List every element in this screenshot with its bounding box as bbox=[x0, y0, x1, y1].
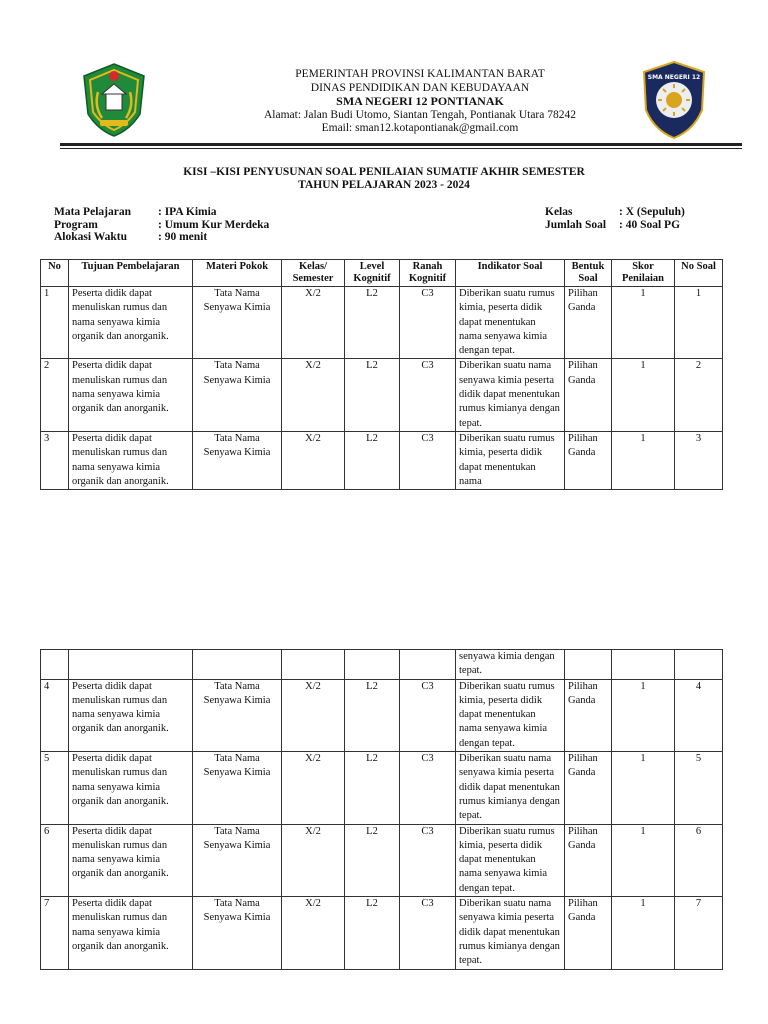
cell-nosoal: 5 bbox=[675, 752, 723, 824]
meta-row bbox=[545, 219, 685, 232]
gov-name: PEMERINTAH PROVINSI KALIMANTAN BARAT bbox=[295, 68, 545, 80]
cell-level bbox=[345, 650, 400, 680]
kisi-table-page-1 bbox=[40, 259, 723, 490]
cell-level: L2 bbox=[345, 359, 400, 431]
cell-indikator: senyawa kimia dengan tepat. bbox=[456, 650, 565, 680]
meta-label: Jumlah Soal bbox=[545, 218, 607, 231]
cell-level: L2 bbox=[345, 679, 400, 751]
header-nosoal: No Soal bbox=[675, 260, 723, 287]
cell-no: 6 bbox=[41, 824, 69, 896]
table-row bbox=[41, 824, 723, 896]
table-row bbox=[41, 650, 723, 680]
meta-label: Mata Pelajaran bbox=[54, 206, 131, 218]
cell-level: L2 bbox=[345, 752, 400, 824]
cell-tujuan: Peserta didik dapat menuliskan rumus dan nama senyawa kimia organik dan anorganik. bbox=[69, 752, 193, 824]
header-ranah: Ranah Kognitif bbox=[400, 260, 456, 287]
header-bentuk: Bentuk Soal bbox=[565, 260, 612, 287]
dept-name: DINAS PENDIDIKAN DAN KEBUDAYAAN bbox=[310, 81, 530, 94]
cell-ranah: C3 bbox=[400, 679, 456, 751]
letterhead-rule-thick bbox=[60, 143, 742, 146]
header-skor: Skor Penilaian bbox=[612, 260, 675, 287]
cell-nosoal: 7 bbox=[675, 897, 723, 969]
cell-materi: Tata Nama Senyawa Kimia bbox=[193, 287, 282, 359]
kisi-table-page-2 bbox=[40, 649, 723, 970]
cell-ranah: C3 bbox=[400, 824, 456, 896]
cell-indikator: Diberikan suatu rumus kimia, peserta didik dapat menentukan nama senyawa kimia dengan tepat. bbox=[456, 287, 565, 359]
header-indikator: Indikator Soal bbox=[456, 260, 565, 287]
cell-level: L2 bbox=[345, 824, 400, 896]
school-name: SMA NEGERI 12 PONTIANAK bbox=[336, 94, 504, 108]
cell-skor: 1 bbox=[612, 679, 675, 751]
letterhead bbox=[0, 60, 768, 140]
header-kelas: Kelas/ Semester bbox=[282, 260, 345, 287]
meta-row bbox=[545, 206, 685, 219]
cell-bentuk: Pilihan Ganda bbox=[565, 897, 612, 969]
meta-value: : Umum Kur Merdeka bbox=[158, 218, 270, 231]
meta-row bbox=[54, 219, 269, 232]
school-email: Email: sman12.kotapontianak@gmail.com bbox=[321, 122, 519, 134]
table-row bbox=[41, 679, 723, 751]
cell-nosoal: 3 bbox=[675, 431, 723, 489]
cell-skor bbox=[612, 650, 675, 680]
cell-kelas: X/2 bbox=[282, 431, 345, 489]
cell-bentuk: Pilihan Ganda bbox=[565, 431, 612, 489]
cell-kelas: X/2 bbox=[282, 679, 345, 751]
cell-ranah: C3 bbox=[400, 359, 456, 431]
cell-bentuk: Pilihan Ganda bbox=[565, 752, 612, 824]
cell-nosoal: 2 bbox=[675, 359, 723, 431]
cell-kelas: X/2 bbox=[282, 359, 345, 431]
meta-label: Kelas bbox=[545, 206, 573, 218]
title-line-2: TAHUN PELAJARAN 2023 - 2024 bbox=[298, 179, 470, 191]
meta-row bbox=[54, 231, 269, 244]
cell-skor: 1 bbox=[612, 824, 675, 896]
cell-tujuan: Peserta didik dapat menuliskan rumus dan nama senyawa kimia organik dan anorganik. bbox=[69, 824, 193, 896]
cell-indikator: Diberikan suatu rumus kimia, peserta didik dapat menentukan nama senyawa kimia dengan tepat. bbox=[456, 679, 565, 751]
meta-value: : X (Sepuluh) bbox=[619, 206, 685, 218]
table-row bbox=[41, 752, 723, 824]
cell-bentuk bbox=[565, 650, 612, 680]
cell-no: 1 bbox=[41, 287, 69, 359]
table-header-row bbox=[41, 260, 723, 287]
header-level: Level Kognitif bbox=[345, 260, 400, 287]
header-no: No bbox=[41, 260, 69, 287]
cell-skor: 1 bbox=[612, 359, 675, 431]
cell-ranah bbox=[400, 650, 456, 680]
cell-tujuan: Peserta didik dapat menuliskan rumus dan nama senyawa kimia organik dan anorganik. bbox=[69, 431, 193, 489]
cell-no: 4 bbox=[41, 679, 69, 751]
cell-bentuk: Pilihan Ganda bbox=[565, 824, 612, 896]
cell-nosoal bbox=[675, 650, 723, 680]
cell-tujuan: Peserta didik dapat menuliskan rumus dan nama senyawa kimia organik dan anorganik. bbox=[69, 287, 193, 359]
cell-skor: 1 bbox=[612, 897, 675, 969]
cell-indikator: Diberikan suatu nama senyawa kimia peserta didik dapat menentukan rumus kimianya dengan tepat. bbox=[456, 897, 565, 969]
document-title bbox=[0, 166, 768, 192]
cell-ranah: C3 bbox=[400, 287, 456, 359]
meta-label: Alokasi Waktu bbox=[54, 231, 127, 243]
cell-kelas bbox=[282, 650, 345, 680]
cell-ranah: C3 bbox=[400, 431, 456, 489]
cell-skor: 1 bbox=[612, 287, 675, 359]
cell-nosoal: 6 bbox=[675, 824, 723, 896]
cell-no: 2 bbox=[41, 359, 69, 431]
cell-nosoal: 1 bbox=[675, 287, 723, 359]
school-logo-text: SMA NEGERI 12 bbox=[647, 74, 701, 81]
cell-kelas: X/2 bbox=[282, 824, 345, 896]
cell-skor: 1 bbox=[612, 752, 675, 824]
cell-ranah: C3 bbox=[400, 897, 456, 969]
cell-level: L2 bbox=[345, 897, 400, 969]
school-logo-icon bbox=[640, 60, 708, 140]
cell-kelas: X/2 bbox=[282, 897, 345, 969]
table-row bbox=[41, 897, 723, 969]
cell-materi: Tata Nama Senyawa Kimia bbox=[193, 752, 282, 824]
cell-indikator: Diberikan suatu nama senyawa kimia peserta didik dapat menentukan rumus kimianya dengan tepat. bbox=[456, 359, 565, 431]
cell-kelas: X/2 bbox=[282, 752, 345, 824]
meta-left bbox=[54, 206, 269, 244]
cell-kelas: X/2 bbox=[282, 287, 345, 359]
table-body bbox=[41, 650, 723, 970]
letterhead-rule-thin bbox=[60, 148, 742, 149]
cell-level: L2 bbox=[345, 431, 400, 489]
cell-no: 7 bbox=[41, 897, 69, 969]
table-row bbox=[41, 287, 723, 359]
cell-no: 3 bbox=[41, 431, 69, 489]
cell-ranah: C3 bbox=[400, 752, 456, 824]
meta-row bbox=[54, 206, 269, 219]
school-address: Alamat: Jalan Budi Utomo, Siantan Tengah, Pontianak Utara 78242 bbox=[264, 108, 576, 121]
cell-materi bbox=[193, 650, 282, 680]
table-row bbox=[41, 359, 723, 431]
cell-skor: 1 bbox=[612, 431, 675, 489]
meta-label: Program bbox=[54, 218, 98, 231]
cell-bentuk: Pilihan Ganda bbox=[565, 359, 612, 431]
title-line-1: KISI –KISI PENYUSUNAN SOAL PENILAIAN SUMATIF AKHIR SEMESTER bbox=[183, 166, 585, 178]
cell-bentuk: Pilihan Ganda bbox=[565, 679, 612, 751]
meta-value: : IPA Kimia bbox=[158, 206, 217, 218]
table-row bbox=[41, 431, 723, 489]
header-tujuan: Tujuan Pembelajaran bbox=[69, 260, 193, 287]
cell-materi: Tata Nama Senyawa Kimia bbox=[193, 679, 282, 751]
province-emblem-icon bbox=[80, 62, 148, 138]
cell-materi: Tata Nama Senyawa Kimia bbox=[193, 824, 282, 896]
cell-materi: Tata Nama Senyawa Kimia bbox=[193, 897, 282, 969]
meta-right bbox=[545, 206, 685, 231]
header-materi: Materi Pokok bbox=[193, 260, 282, 287]
cell-materi: Tata Nama Senyawa Kimia bbox=[193, 359, 282, 431]
meta-value: : 90 menit bbox=[158, 231, 208, 243]
cell-indikator: Diberikan suatu rumus kimia, peserta didik dapat menentukan nama senyawa kimia dengan tepat. bbox=[456, 824, 565, 896]
table-body bbox=[41, 287, 723, 490]
cell-no bbox=[41, 650, 69, 680]
cell-tujuan: Peserta didik dapat menuliskan rumus dan nama senyawa kimia organik dan anorganik. bbox=[69, 359, 193, 431]
cell-nosoal: 4 bbox=[675, 679, 723, 751]
cell-tujuan bbox=[69, 650, 193, 680]
letterhead-text bbox=[180, 68, 660, 136]
cell-materi: Tata Nama Senyawa Kimia bbox=[193, 431, 282, 489]
meta-value: : 40 Soal PG bbox=[619, 218, 681, 231]
cell-bentuk: Pilihan Ganda bbox=[565, 287, 612, 359]
cell-tujuan: Peserta didik dapat menuliskan rumus dan nama senyawa kimia organik dan anorganik. bbox=[69, 897, 193, 969]
cell-no: 5 bbox=[41, 752, 69, 824]
cell-indikator: Diberikan suatu nama senyawa kimia peserta didik dapat menentukan rumus kimianya dengan tepat. bbox=[456, 752, 565, 824]
cell-tujuan: Peserta didik dapat menuliskan rumus dan nama senyawa kimia organik dan anorganik. bbox=[69, 679, 193, 751]
cell-level: L2 bbox=[345, 287, 400, 359]
cell-indikator: Diberikan suatu rumus kimia, peserta didik dapat menentukan nama bbox=[456, 431, 565, 489]
